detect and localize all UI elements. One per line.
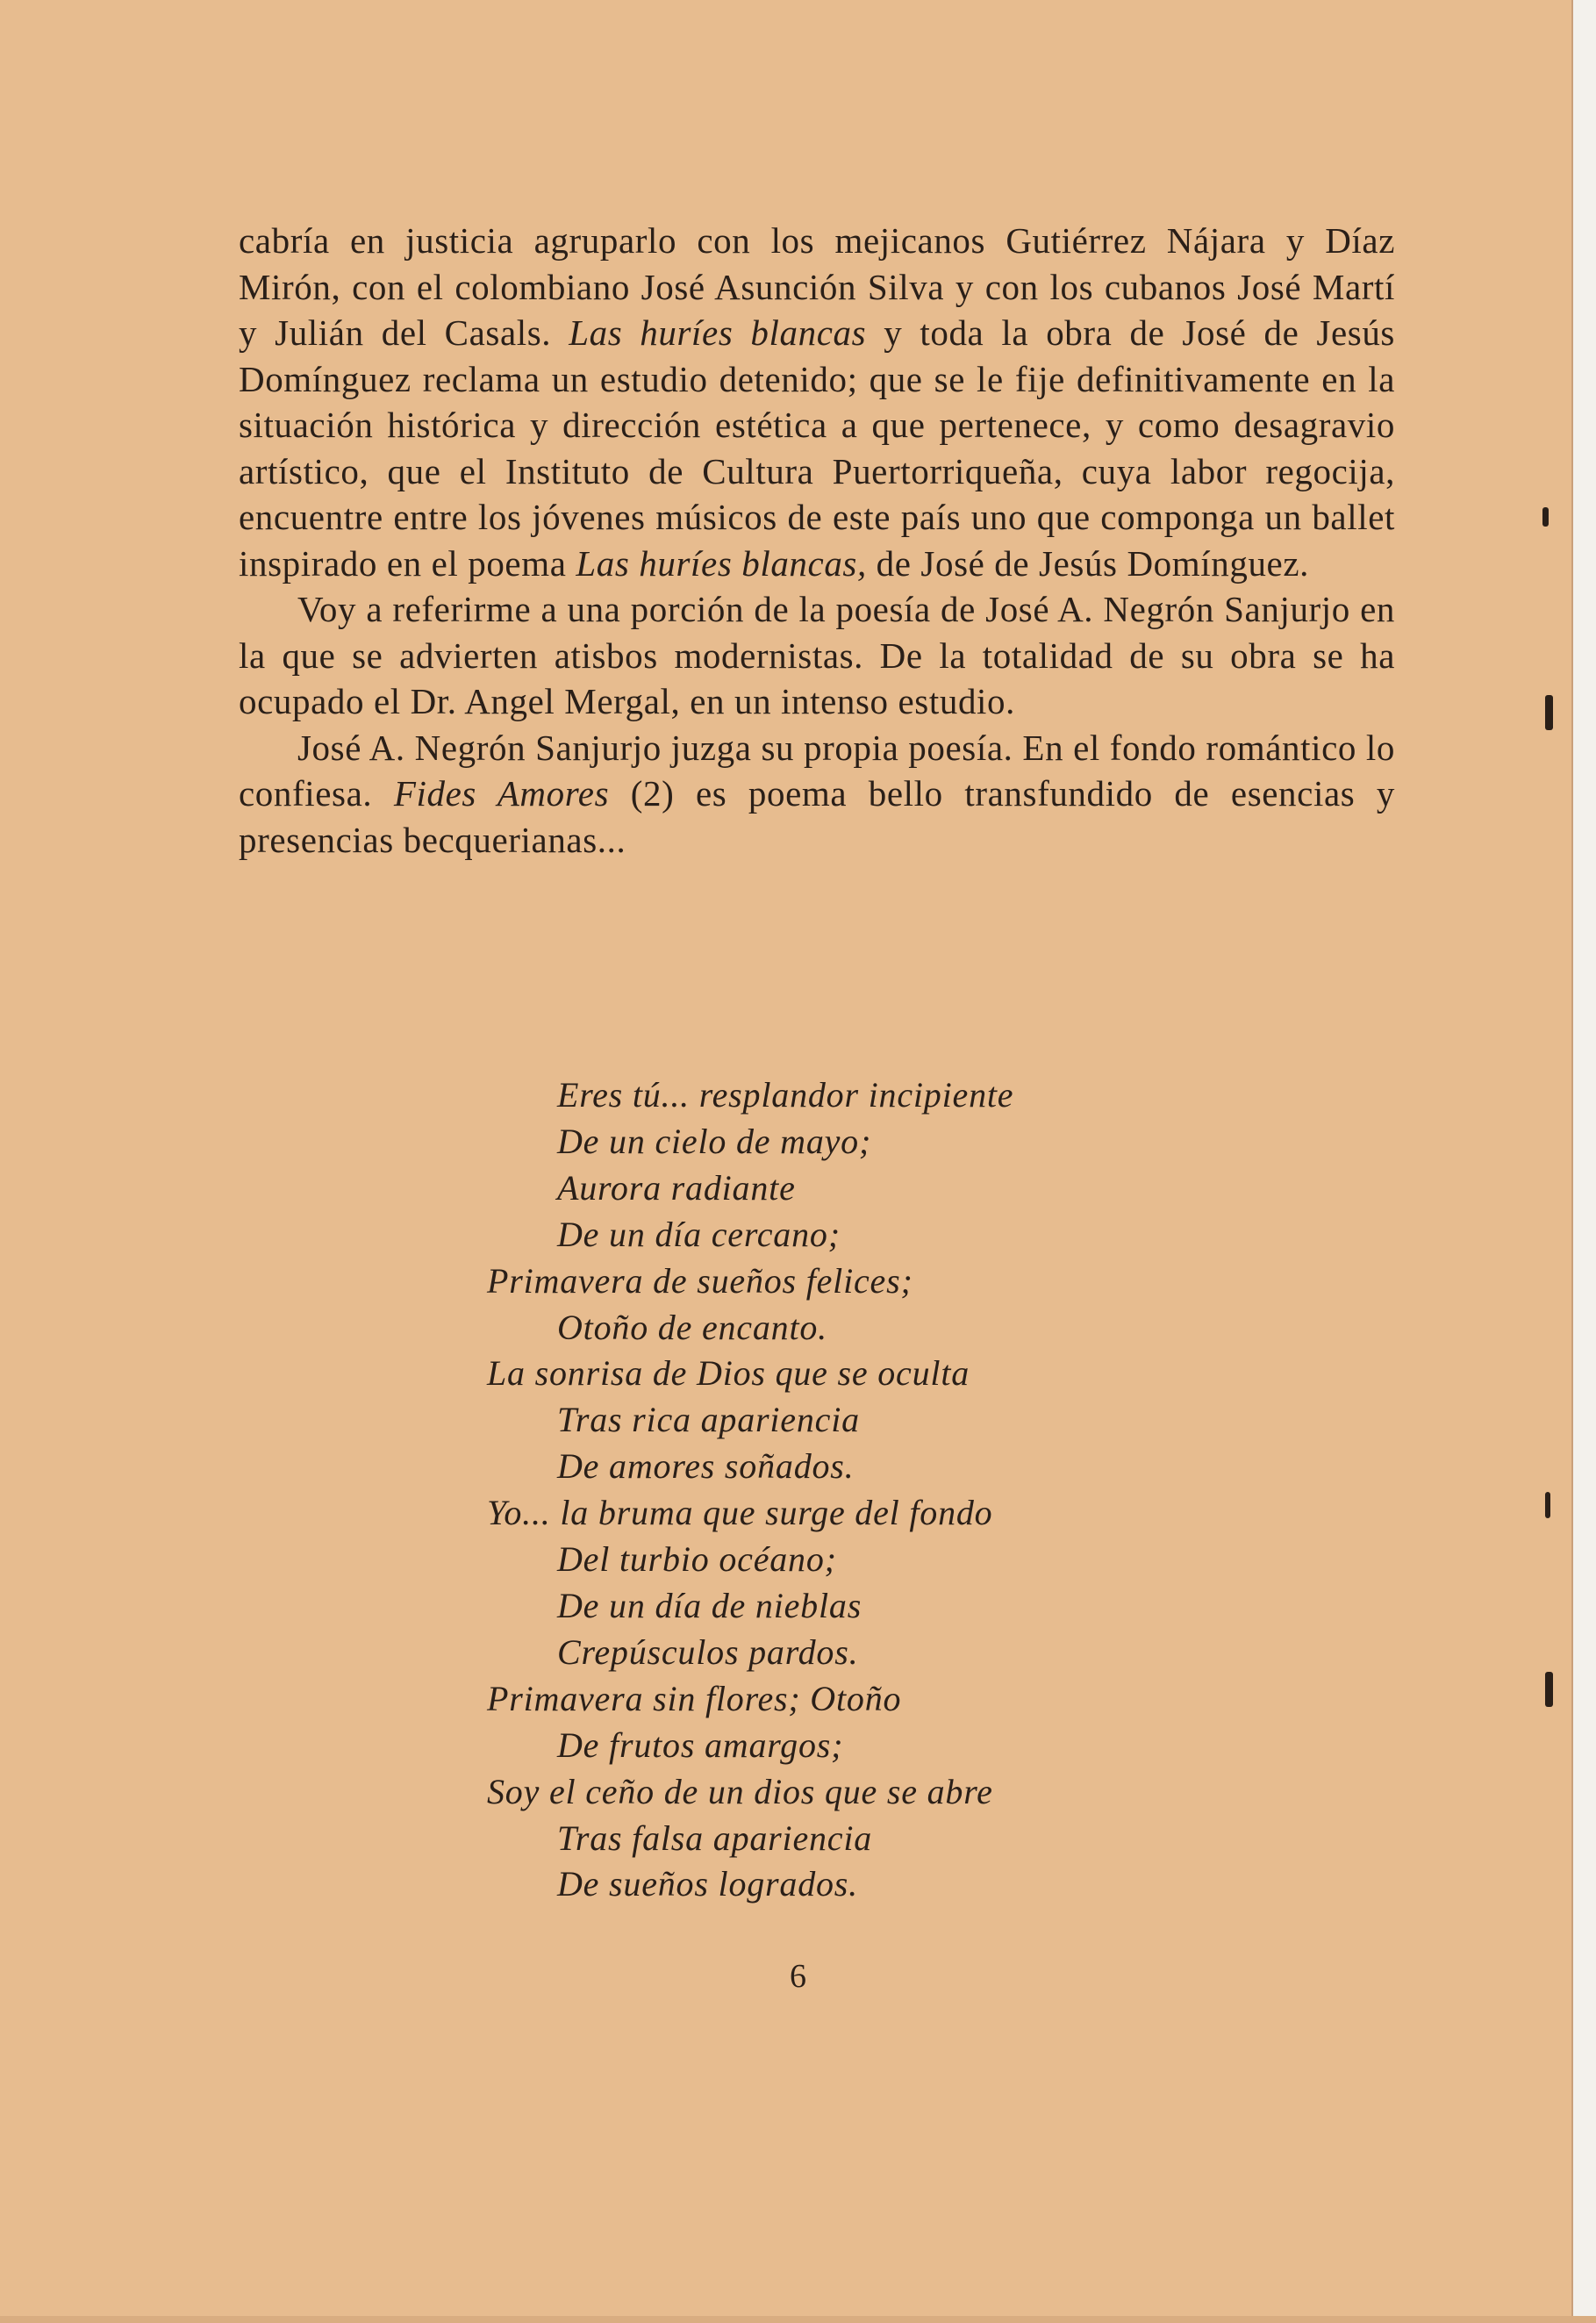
poem-line: Aurora radiante — [557, 1167, 796, 1208]
poem-line: Tras rica apariencia — [557, 1400, 860, 1440]
poem-line: Primavera sin flores; Otoño — [487, 1678, 902, 1718]
page-edge-bottom — [0, 2316, 1596, 2323]
page-number: 6 — [790, 1958, 806, 1995]
poem-line: De amores soñados. — [557, 1446, 855, 1487]
poem-line: Crepúsculos pardos. — [557, 1631, 859, 1672]
poem-block — [487, 1072, 1364, 1908]
italic-title: Fides Amores — [393, 773, 610, 814]
paragraph — [239, 218, 1395, 586]
text-segment: y toda la obra de José de Jesús Domínguez reclama un estudio detenido; que se le fije definitivamente en la situación histórica y dirección estética a que pertenece, y como desagravio artístico, que el Instituto de Cultura Puertorriqueña, cuya labor regocija, encuentre entre los jóvenes músicos de este país uno que componga un ballet inspirado en el poema — [239, 312, 1395, 584]
text-segment: (2) es poema bello transfundido de esencias y presencias becquerianas... — [239, 773, 1395, 860]
poem-line: De un cielo de mayo; — [557, 1121, 872, 1161]
poem-line: Tras falsa apariencia — [557, 1818, 873, 1858]
text-segment: José A. Negrón Sanjurjo juzga su propia poesía. En el fondo romántico lo confiesa. — [239, 727, 1395, 814]
text-segment: de José de Jesús Domínguez. — [866, 542, 1309, 584]
poem-line: De un día cercano; — [557, 1214, 841, 1254]
poem-line: De un día de nieblas — [557, 1585, 862, 1625]
text-segment: Voy a referirme a una porción de la poesía de José A. Negrón Sanjurjo en la que se advierten atisbos modernistas. De la totalidad de su obra se ha ocupado el Dr. Angel Mergal, en un intenso estudio. — [239, 589, 1395, 721]
italic-title: Las huríes blancas, — [576, 542, 867, 584]
ink-mark — [1545, 1492, 1550, 1518]
poem-line: De sueños logrados. — [557, 1864, 858, 1904]
poem-line: De frutos amargos; — [557, 1724, 844, 1765]
poem-line: Yo... la bruma que surge del fondo — [487, 1493, 993, 1533]
ink-mark — [1545, 1672, 1553, 1707]
page-edge — [1571, 0, 1596, 2323]
poem-line: Soy el ceño de un dios que se abre — [487, 1771, 993, 1811]
text-segment: cabría en justicia agruparlo con los mejicanos Gutiérrez Nájara y Díaz Mirón, con el colombiano José Asunción Silva y con los cubanos José Martí y Julián del Casals. — [239, 220, 1395, 353]
ink-mark — [1545, 695, 1553, 730]
poem-line: La sonrisa de Dios que se oculta — [487, 1353, 970, 1394]
body-text — [239, 218, 1395, 863]
paragraph — [239, 586, 1395, 725]
paragraph — [239, 725, 1395, 864]
ink-mark — [1542, 507, 1549, 527]
poem-line: Otoño de encanto. — [557, 1307, 827, 1347]
poem-line: Primavera de sueños felices; — [487, 1260, 913, 1301]
poem-line: Eres tú... resplandor incipiente — [557, 1075, 1014, 1115]
poem-line: Del turbio océano; — [557, 1539, 837, 1580]
italic-title: Las huríes blancas — [569, 312, 867, 353]
